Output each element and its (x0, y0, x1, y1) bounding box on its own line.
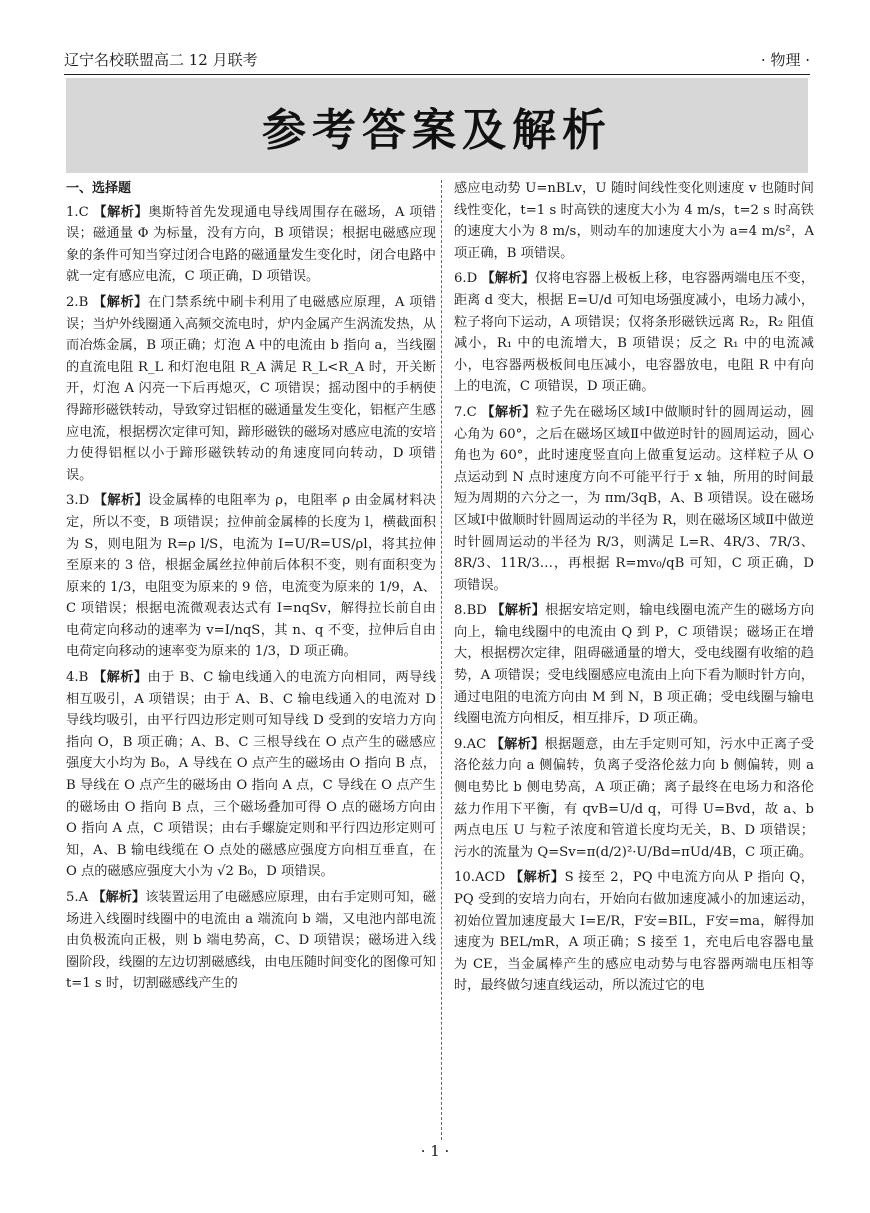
item-tag: 【解析】 (92, 890, 146, 905)
header-exam-name: 辽宁名校联盟高二 12 月联考 (64, 51, 258, 69)
answer-item (454, 268, 814, 398)
item-text: 粒子先在磁场区域Ⅰ中做顺时针的圆周运动，圆心角为 60°，之后在磁场区域Ⅱ中做逆时针的圆周运动，圆心角也为 60°，此时速度竖直向上做重复运动。这样粒子从 O 点运动到 N 点时速度方向不可能平行于 x 轴，所用的时间最短为周期的六分之一，为 πm/3qB，A、B 项错误。设在磁场区域Ⅰ中做顺时针圆周运动的半径为 R，则在磁场区域Ⅱ中做逆时针圆周运动的半径为 R/3，则满足 L=R、4R/3、7R/3、8R/3、11R/3…，再根据 R=mv₀/qB 可知，C 项正确，D 项错误。 (454, 404, 814, 593)
item-text: 由于 B、C 输电线通入的电流方向相同，两导线相互吸引，A 项错误；由于 A、B、C 输电线通入的电流对 D 导线均吸引，由平行四边形定则可知导线 D 受到的安培力方向指向 O，B 项正确；A、B、C 三根导线在 O 点产生的磁感应强度大小均为 B₀，A 导线在 O 点产生的磁场由 O 指向 B 点，B 导线在 O 点产生的磁场由 O 指向 A 点，C 导线在 O 点产生的磁场由 O 指向 B 点，三个磁场叠加可得 O 点的磁场方向由 O 指向 A 点，C 项错误；由右手螺旋定则和平行四边形定则可知，A、B 输电线缆在 O 点处的磁感应强度方向相互垂直，在 O 点的磁感应强度大小为 √2 B₀，D 项错误。 (66, 670, 436, 880)
item-number: 2.B (66, 294, 89, 310)
item-tag: 【解析】 (92, 670, 148, 686)
item-number: 10.ACD (454, 870, 506, 886)
item-number: 8.BD (454, 603, 487, 619)
answer-item (66, 887, 436, 995)
right-column (454, 178, 814, 1140)
item-text: 设金属棒的电阻率为 ρ，电阻率 ρ 由金属材料决定，所以不变，B 项错误；拉伸前金属棒的长度为 l，横截面积为 S，则电阻为 R=ρ l/S，电流为 I=U/R=US/ρl，将其拉伸至原来的 3 倍，根据金属丝拉伸前后体积不变，则有面积变为原来的 1/3，电阻变为原来的 9 倍，电流变为原来的 1/9，A、C 项错误；根据电流微观表达式有 I=nqSv，解得拉长前自由电荷定向移动的速率为 v=I/nqS，其 n、q 不变，拉伸后自由电荷定向移动的速率变为原来的 1/3，D 项正确。 (66, 493, 436, 660)
item-text: 根据题意，由左手定则可知，污水中正离子受洛伦兹力向 a 侧偏转，负离子受洛伦兹力向 b 侧偏转，则 a 侧电势比 b 侧电势高，A 项正确；离子最终在电场力和洛伦兹力作用下平衡，有 qvB=U/d q，可得 U=Bvd，故 a、b 两点电压 U 与粒子浓度和管道长度均无关，B、D 项错误；污水的流量为 Q=Sv=π(d/2)²·U/Bd=πUd/4B，C 项正确。 (454, 736, 814, 860)
item-number: 1.C (66, 204, 89, 220)
item-tag: 【解析】 (490, 736, 545, 752)
answer-item (66, 667, 436, 883)
answer-item (454, 178, 814, 264)
answer-item (66, 292, 436, 486)
item-tag: 【解析】 (491, 603, 546, 619)
item-text: 该装置运用了电磁感应原理，由右手定则可知，磁场进入线圈时线圈中的电流由 a 端流向 b 端，又电池内部电流由负极流向正极，则 b 端电势高，C、D 项错误；磁场进入线圈阶段，线圈的左边切割磁感线，由电压随时间变化的图像可知 t=1 s 时，切割磁感线产生的 (66, 890, 436, 992)
item-tag: 【解析】 (93, 294, 148, 310)
left-column (66, 178, 436, 1140)
item-tag: 【解析】 (93, 493, 149, 509)
answer-item (454, 734, 814, 864)
item-text: 感应电动势 U=nBLv，U 随时间线性变化则速度 v 也随时间线性变化，t=1 s 时高铁的速度大小为 4 m/s，t=2 s 时高铁的速度大小为 8 m/s，则动车的加速度大小为 a=4 m/s²，A 项正确，B 项错误。 (454, 181, 814, 261)
item-text: 根据安培定则，输电线圈电流产生的磁场方向向上，输电线圈中的电流由 Q 到 P，C 项错误；磁场正在增大，根据楞次定律，阻碍磁通量的增大，受电线圈有收缩的趋势，A 项错误；受电线圈感应电流由上向下看为顺时针方向，通过电阻的电流方向由 M 到 N，B 项正确；受电线圈与输电线圈电流方向相反，相互排斥，D 项正确。 (454, 603, 814, 727)
title-banner (66, 78, 808, 173)
item-number: 5.A (66, 890, 89, 905)
page-title: 参考答案及解析 (262, 104, 612, 156)
answer-item (454, 867, 814, 997)
item-number: 9.AC (454, 736, 487, 752)
item-tag: 【解析】 (481, 404, 536, 420)
column-divider (441, 180, 442, 1140)
item-number: 7.C (454, 404, 477, 420)
page-header (64, 40, 810, 75)
page-number: · 1 · (420, 1142, 450, 1160)
header-subject: · 物理 · (760, 51, 810, 69)
item-text: 在门禁系统中刷卡利用了电磁感应原理，A 项错误；当炉外线圈通入高频交流电时，炉内金属产生涡流发热，从而冶炼金属，B 项正确；灯泡 A 中的电流由 b 指向 a，当线圈的直流电阻 R_L 和灯泡电阻 R_A 满足 R_L<R_A 时，开关断开，灯泡 A 闪亮一下后再熄灭，C 项错误；摇动图中的手柄使得蹄形磁铁转动，导致穿过铝框的磁通量发生变化，铝框产生感应电流，根据楞次定律可知，蹄形磁铁的磁场对感应电流的安培力使得铝框以小于蹄形磁铁转动的角速度同向转动，D 项错误。 (66, 294, 436, 483)
item-number: 6.D (454, 271, 478, 287)
answer-item (454, 600, 814, 730)
item-number: 4.B (66, 670, 89, 686)
item-text: 奥斯特首先发现通电导线周围存在磁场，A 项错误；磁通量 Φ 为标量，没有方向，B 项错误；根据电磁感应现象的条件可知当穿过闭合电路的磁通量发生变化时，闭合电路中就一定有感应电流，C 项正确，D 项错误。 (66, 204, 436, 285)
answer-item (66, 202, 436, 288)
item-text: 仅将电容器上极板上移，电容器两端电压不变，距离 d 变大，根据 E=U/d 可知电场强度减小，电场力减小，粒子将向下运动，A 项错误；仅将条形磁铁远离 R₂，R₂ 阻值减小，R₁ 中的电流增大，B 项错误；反之 R₁ 中的电流减小，电容器两极板间电压减小，电容器放电，电阻 R 中有向上的电流，C 项错误，D 项正确。 (454, 271, 814, 395)
answer-item (66, 490, 436, 663)
item-tag: 【解析】 (509, 870, 565, 886)
item-tag: 【解析】 (93, 204, 149, 220)
section-title: 一、选择题 (66, 181, 132, 196)
item-text: S 接至 2，PQ 中电流方向从 P 指向 Q，PQ 受到的安培力向右，开始向右做加速度减小的加速运动，初始位置加速度最大 I=E/R，F安=BIL，F安=ma，解得加速度为 BEL/mR，A 项正确；S 接至 1，充电后电容器电量为 CE，当金属棒产生的感应电动势与电容器两端电压相等时，最终做匀速直线运动，所以流过它的电 (454, 870, 814, 994)
item-number: 3.D (66, 493, 90, 509)
answer-item (454, 402, 814, 596)
item-tag: 【解析】 (481, 271, 535, 287)
